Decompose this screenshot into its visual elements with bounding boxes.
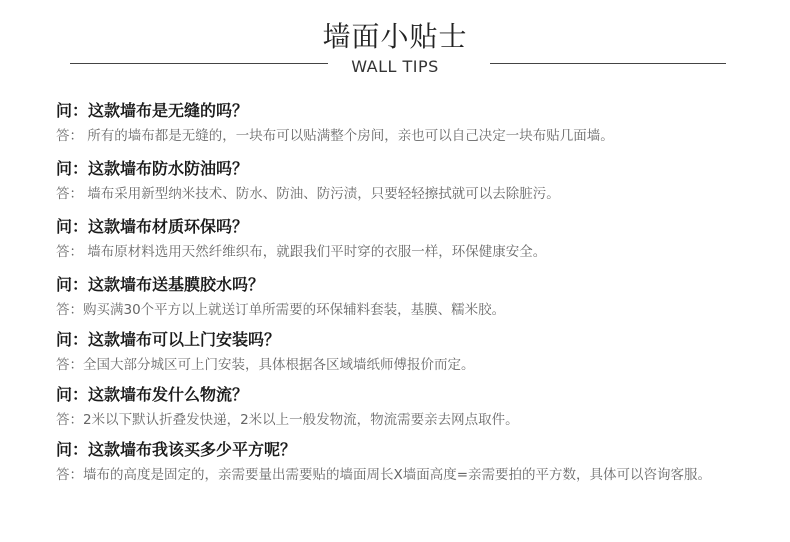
faq-answer: 答： 所有的墙布都是无缝的，一块布可以贴满整个房间，亲也可以自己决定一块布贴几面墙。 xyxy=(56,128,614,144)
header-divider-right xyxy=(490,63,726,64)
faq-answer: 答：2米以下默认折叠发快递，2米以上一般发物流，物流需要亲去网点取件。 xyxy=(56,412,519,428)
page-title: 墙面小贴士 xyxy=(322,20,468,53)
faq-item xyxy=(56,216,756,263)
header xyxy=(0,0,790,80)
faq-item xyxy=(56,384,756,431)
faq-question: 问：这款墙布我该买多少平方呢？ xyxy=(56,440,297,459)
faq-answer: 答： 墙布采用新型纳米技术、防水、防油、防污渍，只要轻轻擦拭就可以去除脏污。 xyxy=(56,186,560,202)
faq-answer: 答：墙布的高度是固定的，亲需要量出需要贴的墙面周长X墙面高度=亲需要拍的平方数，具体可以咨询客服。 xyxy=(56,467,712,483)
faq-item xyxy=(56,158,756,205)
faq-item xyxy=(56,439,756,486)
faq-question: 问：这款墙布是无缝的吗？ xyxy=(56,101,249,120)
faq-item xyxy=(56,274,756,321)
faq-question: 问：这款墙布送基膜胶水吗？ xyxy=(56,275,265,294)
faq-answer: 答：购买满30个平方以上就送订单所需要的环保辅料套装，基膜、糯米胶。 xyxy=(56,302,506,318)
faq-question: 问：这款墙布防水防油吗？ xyxy=(56,159,249,178)
faq-list xyxy=(56,100,756,486)
faq-item xyxy=(56,329,756,376)
faq-item xyxy=(56,100,756,147)
faq-question: 问：这款墙布可以上门安装吗？ xyxy=(56,330,281,349)
faq-question: 问：这款墙布发什么物流？ xyxy=(56,385,249,404)
faq-answer: 答：全国大部分城区可上门安装，具体根据各区域墙纸师傅报价而定。 xyxy=(56,357,475,373)
page-subtitle: WALL TIPS xyxy=(351,57,439,76)
faq-answer: 答： 墙布原材料选用天然纤维织布，就跟我们平时穿的衣服一样，环保健康安全。 xyxy=(56,244,547,260)
faq-question: 问：这款墙布材质环保吗？ xyxy=(56,217,249,236)
